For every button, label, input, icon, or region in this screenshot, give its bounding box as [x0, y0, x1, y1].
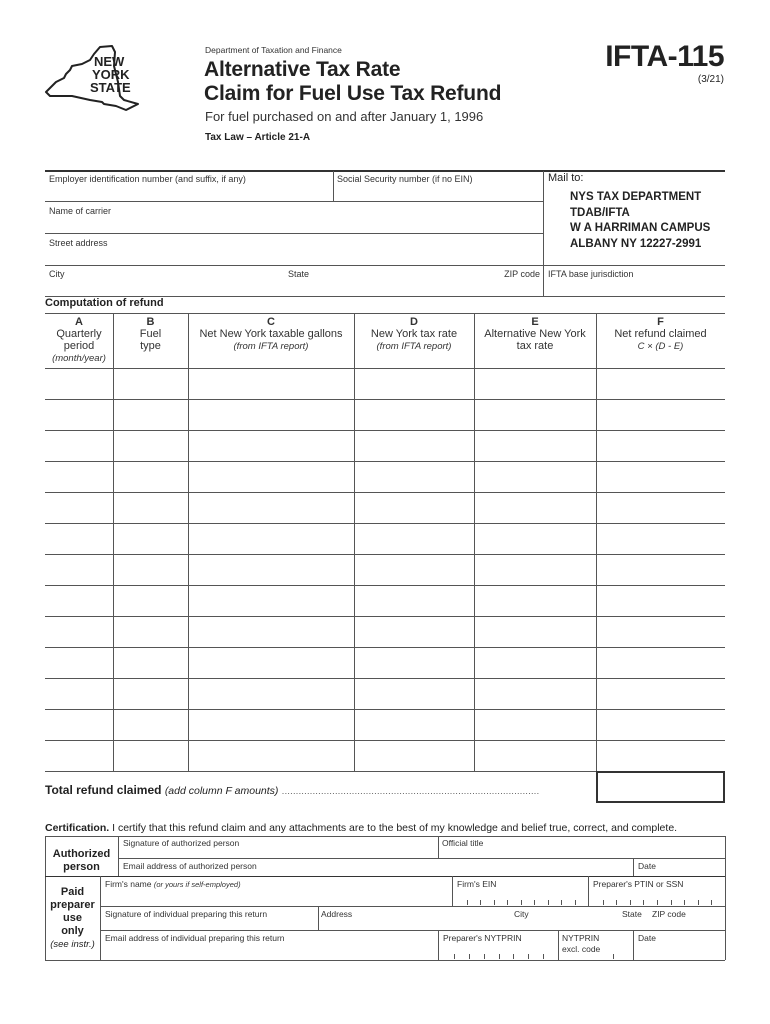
zip-code-label: ZIP code — [504, 269, 540, 279]
total-refund-dots: ............................................................................................ — [281, 786, 540, 796]
authorized-date-label: Date — [638, 861, 656, 871]
row-2-column-a-input[interactable] — [46, 400, 113, 430]
row-12-column-d-input[interactable] — [355, 710, 474, 740]
row-10-column-f-input[interactable] — [597, 648, 725, 678]
total-refund-label: Total refund claimed — [45, 783, 162, 797]
row-6-column-c-input[interactable] — [189, 524, 354, 554]
street-address-label: Street address — [49, 238, 108, 248]
preparer-label-line4: only — [61, 925, 84, 937]
digit-tick — [454, 954, 455, 959]
column-b-line1: Fuel — [139, 328, 162, 340]
form-title-line1: Alternative Tax Rate — [204, 58, 401, 81]
row-8-column-a-input[interactable] — [46, 586, 113, 616]
digit-tick — [513, 954, 514, 959]
digit-tick — [467, 900, 468, 905]
row-7-column-b-input[interactable] — [114, 555, 188, 585]
row-5-column-b-input[interactable] — [114, 493, 188, 523]
row-12-column-b-input[interactable] — [114, 710, 188, 740]
authorized-person-label — [45, 848, 118, 874]
digit-tick — [484, 954, 485, 959]
row-8-column-b-input[interactable] — [114, 586, 188, 616]
certification-title: Certification. — [45, 822, 110, 834]
digit-tick — [630, 900, 631, 905]
mail-to-line-4: ALBANY NY 12227-2991 — [570, 237, 702, 250]
row-1-column-a-input[interactable] — [46, 369, 113, 399]
row-9-column-e-input[interactable] — [475, 617, 596, 647]
column-header-a — [45, 316, 113, 365]
firm-ein-label: Firm's EIN — [457, 879, 497, 889]
digit-tick — [684, 900, 685, 905]
logo-text-new: NEW — [94, 54, 125, 69]
row-1-column-d-input[interactable] — [355, 369, 474, 399]
row-7-column-e-input[interactable] — [475, 555, 596, 585]
digit-tick — [534, 900, 535, 905]
row-2-column-d-input[interactable] — [355, 400, 474, 430]
row-11-column-e-input[interactable] — [475, 679, 596, 709]
row-1-column-c-input[interactable] — [189, 369, 354, 399]
logo-text-state: STATE — [90, 80, 131, 95]
digit-tick — [494, 900, 495, 905]
row-9-column-f-input[interactable] — [597, 617, 725, 647]
row-2-column-c-input[interactable] — [189, 400, 354, 430]
row-13-column-a-input[interactable] — [46, 741, 113, 771]
total-refund-note: (add column F amounts) — [164, 785, 279, 797]
mail-to-address — [570, 190, 710, 252]
digit-tick — [543, 954, 544, 959]
preparer-label-line2: preparer — [50, 899, 95, 911]
digit-tick — [548, 900, 549, 905]
row-5-column-a-input[interactable] — [46, 493, 113, 523]
see-instructions-note: (see instr.) — [50, 939, 95, 950]
preparer-city-label: City — [514, 909, 529, 919]
mail-to-line-2: TDAB/IFTA — [570, 206, 630, 219]
digit-tick — [499, 954, 500, 959]
column-d-letter: D — [410, 316, 418, 328]
carrier-name-field[interactable] — [45, 202, 543, 233]
column-header-c — [188, 316, 354, 353]
ssn-field[interactable] — [334, 171, 543, 201]
row-9-column-d-input[interactable] — [355, 617, 474, 647]
preparer-email-label: Email address of individual preparing this return — [105, 933, 285, 943]
row-10-column-c-input[interactable] — [189, 648, 354, 678]
column-e-line2: tax rate — [516, 340, 554, 352]
preparer-state-label: State — [622, 909, 642, 919]
digit-tick — [507, 900, 508, 905]
row-11-column-f-input[interactable] — [597, 679, 725, 709]
row-5-column-f-input[interactable] — [597, 493, 725, 523]
column-a-line1: Quarterly — [56, 328, 102, 340]
row-1-column-e-input[interactable] — [475, 369, 596, 399]
row-13-column-e-input[interactable] — [475, 741, 596, 771]
mail-to-line-3: W A HARRIMAN CAMPUS — [570, 222, 711, 234]
excl-code-label: excl. code — [562, 944, 601, 954]
form-revision: (3/21) — [697, 74, 724, 85]
column-f-note: C × (D - E) — [637, 341, 684, 352]
authorized-signature-label: Signature of authorized person — [123, 838, 240, 848]
digit-tick — [603, 900, 604, 905]
row-11-column-a-input[interactable] — [46, 679, 113, 709]
row-13-column-d-input[interactable] — [355, 741, 474, 771]
row-4-column-d-input[interactable] — [355, 462, 474, 492]
column-b-line2: type — [140, 340, 161, 352]
row-11-column-d-input[interactable] — [355, 679, 474, 709]
total-refund-row — [45, 783, 539, 797]
digit-tick — [671, 900, 672, 905]
ifta-base-jurisdiction-label: IFTA base jurisdiction — [548, 269, 634, 279]
zip-code-field[interactable] — [415, 266, 543, 296]
city-field[interactable] — [45, 266, 285, 296]
row-7-column-c-input[interactable] — [189, 555, 354, 585]
ein-field[interactable] — [45, 171, 333, 201]
row-7-column-a-input[interactable] — [46, 555, 113, 585]
row-3-column-f-input[interactable] — [597, 431, 725, 461]
firm-name-note: (or yours if self-employed) — [153, 880, 241, 889]
certification-text: I certify that this refund claim and any attachments are to the best of my knowledge and belief true, correct, and complete. — [112, 822, 678, 834]
row-13-column-f-input[interactable] — [597, 741, 725, 771]
ssn-label: Social Security number (if no EIN) — [337, 174, 473, 184]
nytprin-excl-label: NYTPRIN — [562, 933, 600, 943]
row-2-column-b-input[interactable] — [114, 400, 188, 430]
row-2-column-f-input[interactable] — [597, 400, 725, 430]
digit-tick — [643, 900, 644, 905]
row-6-column-e-input[interactable] — [475, 524, 596, 554]
row-9-column-b-input[interactable] — [114, 617, 188, 647]
preparer-nytprin-label: Preparer's NYTPRIN — [443, 933, 522, 943]
tax-law-reference: Tax Law – Article 21-A — [205, 132, 311, 143]
row-12-column-f-input[interactable] — [597, 710, 725, 740]
column-header-f — [596, 316, 725, 353]
row-4-column-f-input[interactable] — [597, 462, 725, 492]
row-6-column-a-input[interactable] — [46, 524, 113, 554]
row-12-column-a-input[interactable] — [46, 710, 113, 740]
column-e-letter: E — [531, 316, 539, 328]
row-6-column-b-input[interactable] — [114, 524, 188, 554]
digit-tick — [469, 954, 470, 959]
certification-statement — [45, 822, 677, 834]
preparer-ptin-label: Preparer's PTIN or SSN — [593, 879, 684, 889]
digit-tick — [561, 900, 562, 905]
row-10-column-d-input[interactable] — [355, 648, 474, 678]
row-7-column-d-input[interactable] — [355, 555, 474, 585]
preparer-signature-field[interactable] — [101, 907, 318, 930]
authorized-email-field[interactable] — [119, 859, 633, 876]
new-york-state-logo — [42, 44, 152, 116]
row-1-column-f-input[interactable] — [597, 369, 725, 399]
row-3-column-e-input[interactable] — [475, 431, 596, 461]
preparer-address-field[interactable] — [319, 907, 725, 930]
column-header-d — [354, 316, 474, 353]
authorized-signature-field[interactable] — [119, 837, 438, 858]
column-d-note: (from IFTA report) — [376, 341, 452, 352]
preparer-label-line1: Paid — [60, 886, 85, 898]
department-name: Department of Taxation and Finance — [205, 45, 342, 55]
row-6-column-d-input[interactable] — [355, 524, 474, 554]
column-c-note: (from IFTA report) — [233, 341, 309, 352]
authorized-email-label: Email address of authorized person — [123, 861, 257, 871]
street-address-field[interactable] — [45, 234, 543, 265]
row-3-column-c-input[interactable] — [189, 431, 354, 461]
digit-tick — [613, 954, 614, 959]
row-9-column-c-input[interactable] — [189, 617, 354, 647]
column-e-line1: Alternative New York — [484, 328, 586, 340]
row-10-column-b-input[interactable] — [114, 648, 188, 678]
digit-tick — [480, 900, 481, 905]
digit-tick — [657, 900, 658, 905]
preparer-date-field[interactable] — [634, 931, 725, 960]
row-8-column-d-input[interactable] — [355, 586, 474, 616]
preparer-signature-label: Signature of individual preparing this return — [105, 909, 268, 919]
row-4-column-a-input[interactable] — [46, 462, 113, 492]
digit-tick — [711, 900, 712, 905]
row-11-column-c-input[interactable] — [189, 679, 354, 709]
row-5-column-e-input[interactable] — [475, 493, 596, 523]
form-title-line2: Claim for Fuel Use Tax Refund — [204, 82, 502, 105]
row-8-column-f-input[interactable] — [597, 586, 725, 616]
computation-title: Computation of refund — [45, 297, 164, 309]
state-label: State — [288, 269, 310, 279]
column-f-line1: Net refund claimed — [614, 328, 707, 340]
column-c-letter: C — [267, 316, 275, 328]
row-8-column-e-input[interactable] — [475, 586, 596, 616]
row-6-column-f-input[interactable] — [597, 524, 725, 554]
row-3-column-a-input[interactable] — [46, 431, 113, 461]
preparer-zip-label: ZIP code — [652, 909, 686, 919]
preparer-address-label: Address — [321, 909, 353, 919]
row-10-column-e-input[interactable] — [475, 648, 596, 678]
ein-label: Employer identification number (and suffix, if any) — [49, 174, 246, 184]
row-8-column-c-input[interactable] — [189, 586, 354, 616]
form-subtitle: For fuel purchased on and after January 1, 1996 — [205, 109, 484, 124]
row-7-column-f-input[interactable] — [597, 555, 725, 585]
row-4-column-e-input[interactable] — [475, 462, 596, 492]
row-12-column-e-input[interactable] — [475, 710, 596, 740]
column-header-e — [474, 316, 596, 352]
row-10-column-a-input[interactable] — [46, 648, 113, 678]
column-a-line2: period — [63, 340, 95, 352]
authorized-date-field[interactable] — [634, 859, 725, 876]
digit-tick — [528, 954, 529, 959]
row-9-column-a-input[interactable] — [46, 617, 113, 647]
digit-tick — [521, 900, 522, 905]
digit-tick — [575, 900, 576, 905]
form-number: IFTA-115 — [605, 40, 724, 73]
row-1-column-b-input[interactable] — [114, 369, 188, 399]
ifta-base-jurisdiction-field[interactable] — [544, 266, 725, 296]
row-3-column-d-input[interactable] — [355, 431, 474, 461]
preparer-email-field[interactable] — [101, 931, 438, 960]
row-5-column-d-input[interactable] — [355, 493, 474, 523]
firm-name-text: Firm's name — [105, 879, 152, 889]
carrier-name-label: Name of carrier — [49, 206, 112, 216]
row-5-column-c-input[interactable] — [189, 493, 354, 523]
firm-name-label — [105, 879, 241, 889]
column-d-line1: New York tax rate — [370, 328, 458, 340]
state-field[interactable] — [285, 266, 415, 296]
official-title-label: Official title — [442, 838, 484, 848]
column-c-line1: Net New York taxable gallons — [199, 328, 343, 340]
preparer-label-line3: use — [63, 912, 82, 924]
column-f-letter: F — [657, 316, 664, 328]
official-title-field[interactable] — [439, 837, 725, 858]
firm-name-field[interactable] — [101, 877, 452, 906]
paid-preparer-label — [45, 886, 100, 951]
digit-tick — [616, 900, 617, 905]
column-a-letter: A — [75, 316, 83, 328]
row-13-column-b-input[interactable] — [114, 741, 188, 771]
nytprin-excl-code-field[interactable] — [559, 931, 633, 960]
digit-tick — [698, 900, 699, 905]
authorized-label-line2: person — [63, 861, 100, 873]
row-4-column-b-input[interactable] — [114, 462, 188, 492]
row-3-column-b-input[interactable] — [114, 431, 188, 461]
row-11-column-b-input[interactable] — [114, 679, 188, 709]
total-refund-input[interactable] — [596, 771, 725, 803]
row-13-column-c-input[interactable] — [189, 741, 354, 771]
mail-to-label: Mail to: — [548, 172, 584, 184]
row-2-column-e-input[interactable] — [475, 400, 596, 430]
mail-to-line-1: NYS TAX DEPARTMENT — [570, 191, 702, 203]
column-header-b — [113, 316, 188, 352]
column-b-letter: B — [146, 316, 155, 328]
column-a-note: (month/year) — [52, 353, 106, 364]
authorized-label-line1: Authorized — [52, 848, 111, 860]
row-4-column-c-input[interactable] — [189, 462, 354, 492]
preparer-date-label: Date — [638, 933, 656, 943]
city-label: City — [49, 269, 65, 279]
logo-text-york: YORK — [92, 67, 130, 82]
row-12-column-c-input[interactable] — [189, 710, 354, 740]
